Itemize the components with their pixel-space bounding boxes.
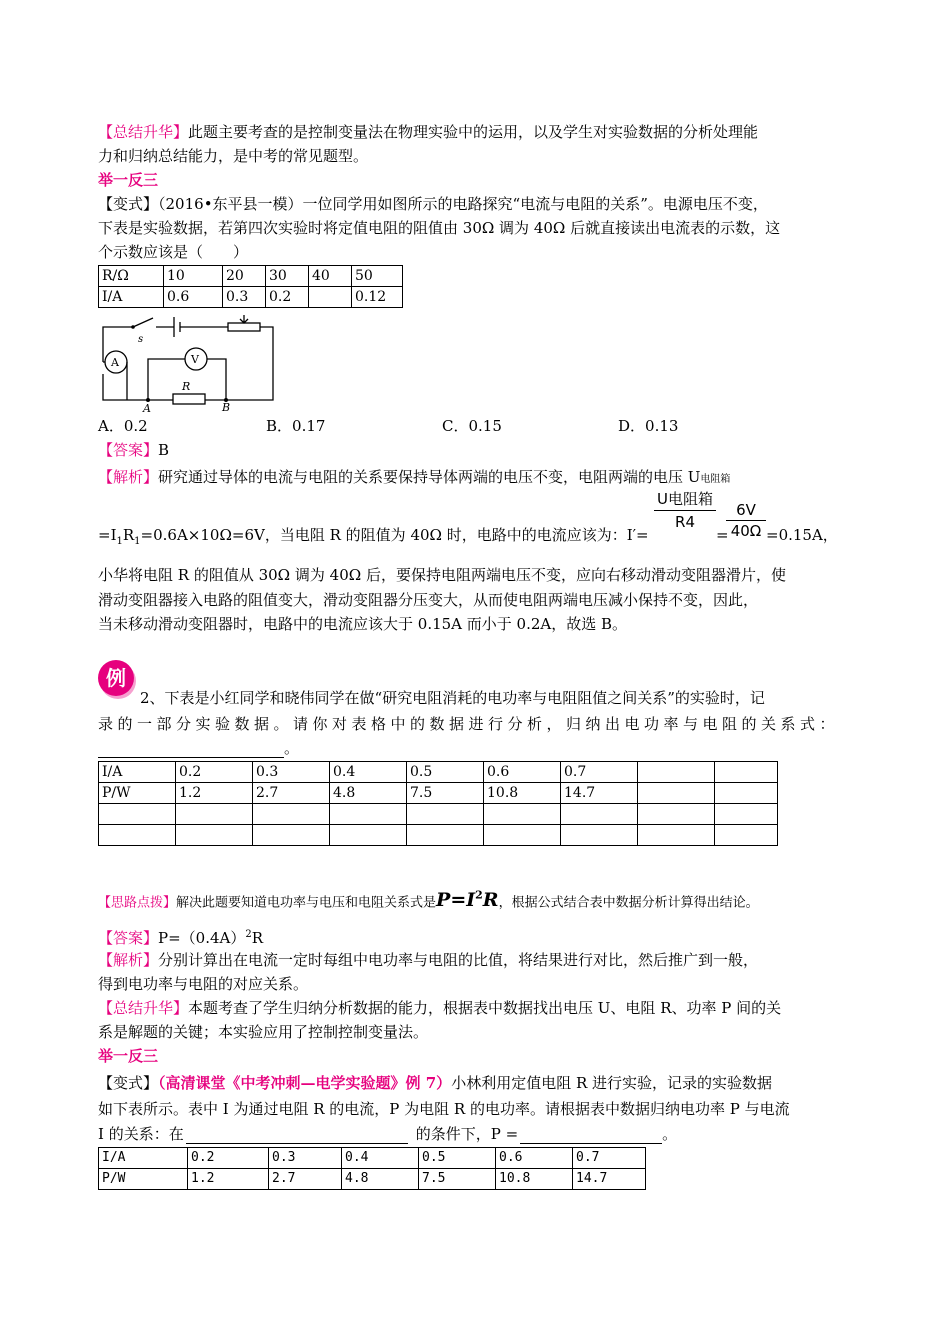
- table-cell: 0.5: [419, 1148, 496, 1169]
- table-row: [99, 266, 403, 287]
- table-cell: [330, 804, 407, 825]
- table-cell: [99, 804, 176, 825]
- analysis-line-5: 当未移动滑动变阻器时，电路中的电流应该大于 0.15A 而小于 0.2A，故选 B。: [98, 615, 628, 633]
- table-cell: [176, 825, 253, 846]
- variant2-text: 小林利用定值电阻 R 进行实验，记录的实验数据: [451, 1074, 773, 1092]
- table-cell: 0.6: [484, 762, 561, 783]
- table-cell: 0.6: [164, 287, 223, 308]
- table-cell: P/W: [99, 783, 176, 804]
- table-cell: 0.2: [266, 287, 309, 308]
- table-cell: [715, 825, 778, 846]
- summary-line-1: [98, 122, 758, 142]
- variant2-line-1: [98, 1073, 772, 1093]
- variant-line-2: 下表是实验数据，若第四次实验时将定值电阻的阻值由 30Ω 调为 40Ω 后就直接读出电流表的示数，这: [98, 219, 781, 237]
- table-cell: [99, 825, 176, 846]
- point-b-label: B: [222, 401, 231, 412]
- table-resistance-current: [98, 265, 403, 308]
- answer2-line: [98, 925, 263, 948]
- formula-symbol: I: [466, 889, 476, 912]
- analysis-label: 【解析】: [98, 468, 159, 486]
- question-line-3: [98, 738, 299, 758]
- summary2-line-1: [98, 998, 781, 1018]
- answer-value: B: [158, 441, 170, 459]
- rheostat-slider: [240, 315, 248, 323]
- period: 。: [662, 1125, 678, 1143]
- table-cell: 14.7: [561, 783, 638, 804]
- option-b: B．0.17: [266, 417, 326, 435]
- option-a: A．0.2: [98, 417, 148, 435]
- variant-label: 【变式】: [98, 195, 159, 213]
- table-cell: [407, 804, 484, 825]
- table-row: [99, 804, 778, 825]
- analysis2-label: 【解析】: [98, 951, 159, 969]
- rheostat: [228, 323, 260, 331]
- table-cell: [176, 804, 253, 825]
- table-cell: [715, 783, 778, 804]
- fraction-1: [654, 488, 716, 533]
- table-cell: [638, 804, 715, 825]
- table-cell: 0.2: [176, 762, 253, 783]
- formula-exponent: 2: [475, 889, 483, 902]
- analysis-text: R: [122, 526, 135, 544]
- variant2-label: 【变式】: [98, 1074, 159, 1092]
- table-cell: [407, 825, 484, 846]
- circuit-diagram: [98, 312, 278, 412]
- equals-sign: =: [716, 526, 729, 544]
- wire: [226, 327, 273, 400]
- table-cell: 50: [352, 266, 403, 287]
- answer-blank: [98, 740, 284, 758]
- table-cell: 0.4: [342, 1148, 419, 1169]
- hint-text-b: ，根据公式结合表中数据分析计算得出结论。: [498, 895, 759, 911]
- answer2-text: P=（0.4A）: [158, 929, 246, 947]
- summary-text-1: 此题主要考查的是控制变量法在物理实验中的运用，以及学生对实验数据的分析处理能: [188, 123, 759, 141]
- table-cell: 0.3: [253, 762, 330, 783]
- switch-contact: [131, 325, 135, 329]
- table-cell: [561, 804, 638, 825]
- ammeter-label: A: [111, 356, 119, 369]
- table-cell: 4.8: [342, 1169, 419, 1190]
- table-cell: P/W: [99, 1169, 188, 1190]
- variant2-line-2: 如下表所示。表中 I 为通过电阻 R 的电流，P 为电阻 R 的电功率。请根据表中数据归纳电功率 P 与电流: [98, 1100, 790, 1118]
- summary2-line-2: 系是解题的关键；本实验应用了控制控制变量法。: [98, 1023, 429, 1041]
- analysis-text: =0.6A×10Ω=6V，当电阻 R 的阻值为 40Ω 时，电路中的电流应该为：I′=: [140, 526, 649, 544]
- variant-line-3: 个示数应该是（ ）: [98, 243, 249, 261]
- hint-line: [98, 886, 759, 913]
- table-cell: 0.6: [496, 1148, 573, 1169]
- example-badge: 例: [98, 660, 134, 696]
- analysis2-line-1: [98, 950, 758, 970]
- table-cell: 0.12: [352, 287, 403, 308]
- table-cell: [715, 804, 778, 825]
- table-cell: 0.4: [330, 762, 407, 783]
- table-cell: [253, 804, 330, 825]
- analysis-line-3: 小华将电阻 R 的阻值从 30Ω 调为 40Ω 后，要保持电阻两端电压不变，应向右移动滑动变阻器滑片，使: [98, 566, 786, 584]
- answer-line: [98, 440, 169, 460]
- condition-blank: [186, 1126, 408, 1144]
- voltmeter-label: V: [191, 353, 199, 366]
- variant2-line-3: [98, 1124, 677, 1144]
- table-power-resistance: [98, 761, 778, 846]
- analysis-result: =0.15A，: [766, 526, 838, 544]
- table-cell: 10.8: [496, 1169, 573, 1190]
- table-cell: 1.2: [176, 783, 253, 804]
- table-cell: 7.5: [419, 1169, 496, 1190]
- subscript: 1: [134, 536, 141, 547]
- table-cell: 10: [164, 266, 223, 287]
- table-row: [99, 287, 403, 308]
- table-cell: 2.7: [253, 783, 330, 804]
- table-row: [99, 1148, 646, 1169]
- formula-symbol: P: [436, 889, 451, 912]
- table-cell: I/A: [99, 1148, 188, 1169]
- table-cell: I/A: [99, 287, 164, 308]
- analysis-subscript: 电阻箱: [700, 474, 731, 485]
- jyfs2-heading: 举一反三: [98, 1047, 159, 1065]
- analysis-text-1: 研究通过导体的电流与电阻的关系要保持导体两端的电压不变，电阻两端的电压 U: [158, 468, 701, 486]
- option-d: D．0.13: [618, 417, 679, 435]
- table-row: [99, 825, 778, 846]
- option-c: C．0.15: [442, 417, 502, 435]
- point-a-label: A: [143, 402, 151, 412]
- hint-label: 【思路点拨】: [98, 895, 177, 911]
- table-cell: 14.7: [573, 1169, 646, 1190]
- analysis-line-4: 滑动变阻器接入电路的阻值变大，滑动变阻器分压变大，从而使电阻两端电压减小保持不变，因此，: [98, 591, 759, 609]
- answer2-exponent: 2: [245, 929, 252, 940]
- table-cell: R/Ω: [99, 266, 164, 287]
- table-cell: 0.3: [269, 1148, 342, 1169]
- table-cell: [638, 825, 715, 846]
- fraction-2: [726, 500, 766, 541]
- table-cell: [309, 287, 352, 308]
- table-cell: [715, 762, 778, 783]
- fraction-2-denominator: 40Ω: [726, 520, 766, 541]
- answer2-label: 【答案】: [98, 929, 159, 947]
- summary2-label: 【总结升华】: [98, 999, 189, 1017]
- table-cell: [638, 783, 715, 804]
- variant-text-1: （2016•东平县一模）一位同学用如图所示的电路探究“电流与电阻的关系”。电源电压不变，: [158, 195, 768, 213]
- table-cell: 30: [266, 266, 309, 287]
- answer2-text: R: [251, 929, 264, 947]
- variant2-source: （高清课堂《中考冲刺—电学实验题》例 7）: [158, 1074, 452, 1092]
- subscript: 1: [116, 536, 123, 547]
- table-cell: 0.7: [561, 762, 638, 783]
- analysis2-line-2: 得到电功率与电阻的对应关系。: [98, 975, 309, 993]
- summary-label: 【总结升华】: [98, 123, 189, 141]
- resistor-symbol: [173, 394, 205, 404]
- variant2-text: I 的关系：在: [98, 1125, 184, 1143]
- jyfs-heading: 举一反三: [98, 171, 159, 189]
- analysis-line-1: [98, 467, 730, 490]
- table-cell: [484, 804, 561, 825]
- hint-text-a: 解决此题要知道电功率与电压和电阻关系式是: [176, 895, 437, 911]
- table-cell: 0.2: [188, 1148, 269, 1169]
- fraction-1-numerator: U电阻箱: [657, 490, 713, 508]
- table-cell: 2.7: [269, 1169, 342, 1190]
- analysis-line-2: [98, 525, 649, 552]
- variant-line-1: [98, 194, 768, 214]
- switch-blade: [133, 318, 153, 327]
- table-cell: 40: [309, 266, 352, 287]
- table-cell: [561, 825, 638, 846]
- table-cell: [253, 825, 330, 846]
- variant2-text: 的条件下，P =: [415, 1125, 519, 1143]
- question-line-2: 录的一部分实验数据。请你对表格中的数据进行分析，归纳出电功率与电阻的关系式：: [98, 715, 840, 733]
- table-cell: [330, 825, 407, 846]
- table-cell: 0.7: [573, 1148, 646, 1169]
- table-row: [99, 783, 778, 804]
- fraction-1-denominator: R4: [654, 510, 716, 533]
- question-line-1: 2、下表是小红同学和晓伟同学在做“研究电阻消耗的电功率与电阻阻值之间关系”的实验时，记: [140, 689, 765, 707]
- table-cell: 1.2: [188, 1169, 269, 1190]
- table-cell: [638, 762, 715, 783]
- summary-line-2: 力和归纳总结能力，是中考的常见题型。: [98, 147, 369, 165]
- table-cell: 10.8: [484, 783, 561, 804]
- switch-label: s: [138, 334, 144, 345]
- table-cell: 7.5: [407, 783, 484, 804]
- table-current-power: [98, 1147, 646, 1190]
- table-row: [99, 1169, 646, 1190]
- table-cell: 0.5: [407, 762, 484, 783]
- summary2-text: 本题考查了学生归纳分析数据的能力，根据表中数据找出电压 U、电阻 R、功率 P 间的关: [188, 999, 782, 1017]
- answer-label: 【答案】: [98, 441, 159, 459]
- table-cell: I/A: [99, 762, 176, 783]
- fraction-2-numerator: 6V: [736, 501, 756, 519]
- formula-blank: [520, 1126, 662, 1144]
- analysis-text: =I: [98, 526, 117, 544]
- table-cell: 20: [223, 266, 266, 287]
- formula-symbol: =: [450, 889, 467, 912]
- table-cell: 4.8: [330, 783, 407, 804]
- period: 。: [284, 739, 300, 757]
- table-cell: 0.3: [223, 287, 266, 308]
- formula: [436, 889, 499, 911]
- formula-symbol: R: [482, 889, 499, 912]
- analysis2-text: 分别计算出在电流一定时每组中电功率与电阻的比值，将结果进行对比，然后推广到一般，: [158, 951, 759, 969]
- table-row: [99, 762, 778, 783]
- resistor-label: R: [182, 380, 191, 393]
- table-cell: [484, 825, 561, 846]
